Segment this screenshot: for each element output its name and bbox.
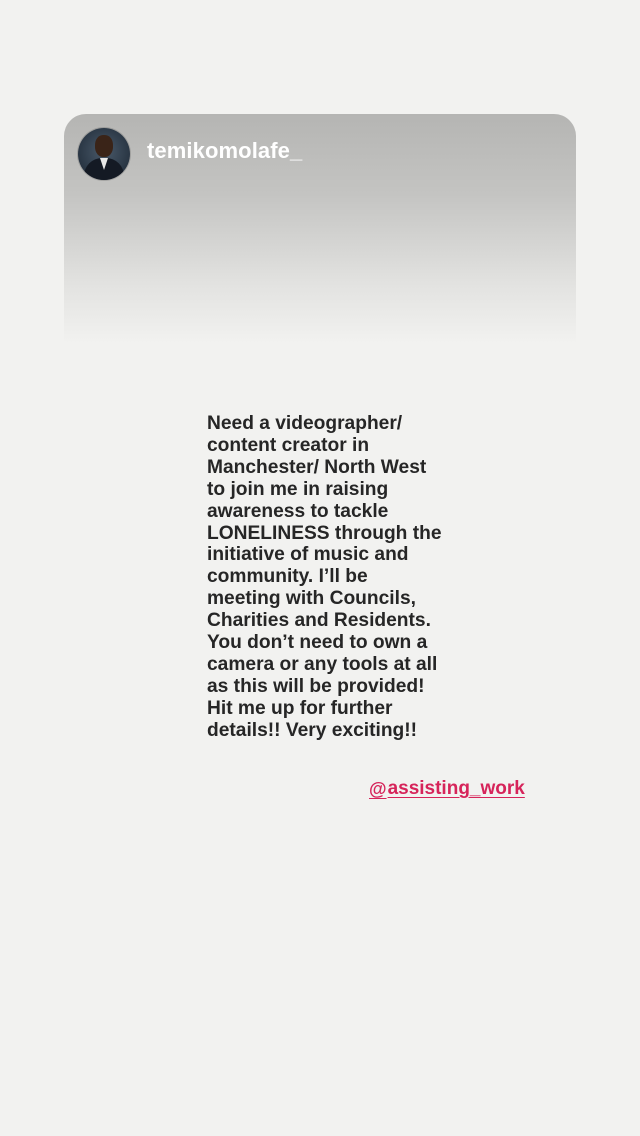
threads-icon: @ [369,779,387,799]
post-text-line: initiative of music and [207,544,409,566]
mention-sticker[interactable] [369,778,525,800]
post-text-line: camera or any tools at all [207,653,438,675]
mention-handle: assisting_work [387,778,525,799]
author-avatar[interactable] [78,128,130,180]
post-text-line: LONELINESS through the [207,522,442,544]
post-text-line: community. I’ll be [207,566,368,588]
post-text [207,413,457,742]
post-text-line: You don’t need to own a [207,632,428,654]
card-header-gradient [64,114,576,344]
post-text-line: Need a videographer/ [207,413,403,434]
post-text-line: to join me in raising [207,478,389,500]
post-text-line: Manchester/ North West [207,456,427,478]
post-text-line: details!! Very exciting!! [207,719,418,741]
post-text-line: meeting with Councils, [207,588,416,610]
post-text-line: Hit me up for further [207,697,393,719]
author-username[interactable]: temikomolafe_ [147,138,303,163]
post-text-line: as this will be provided! [207,675,425,697]
post-text-line: Charities and Residents. [207,610,431,632]
post-text-line: awareness to tackle [207,500,389,522]
post-text-line: content creator in [207,434,370,456]
